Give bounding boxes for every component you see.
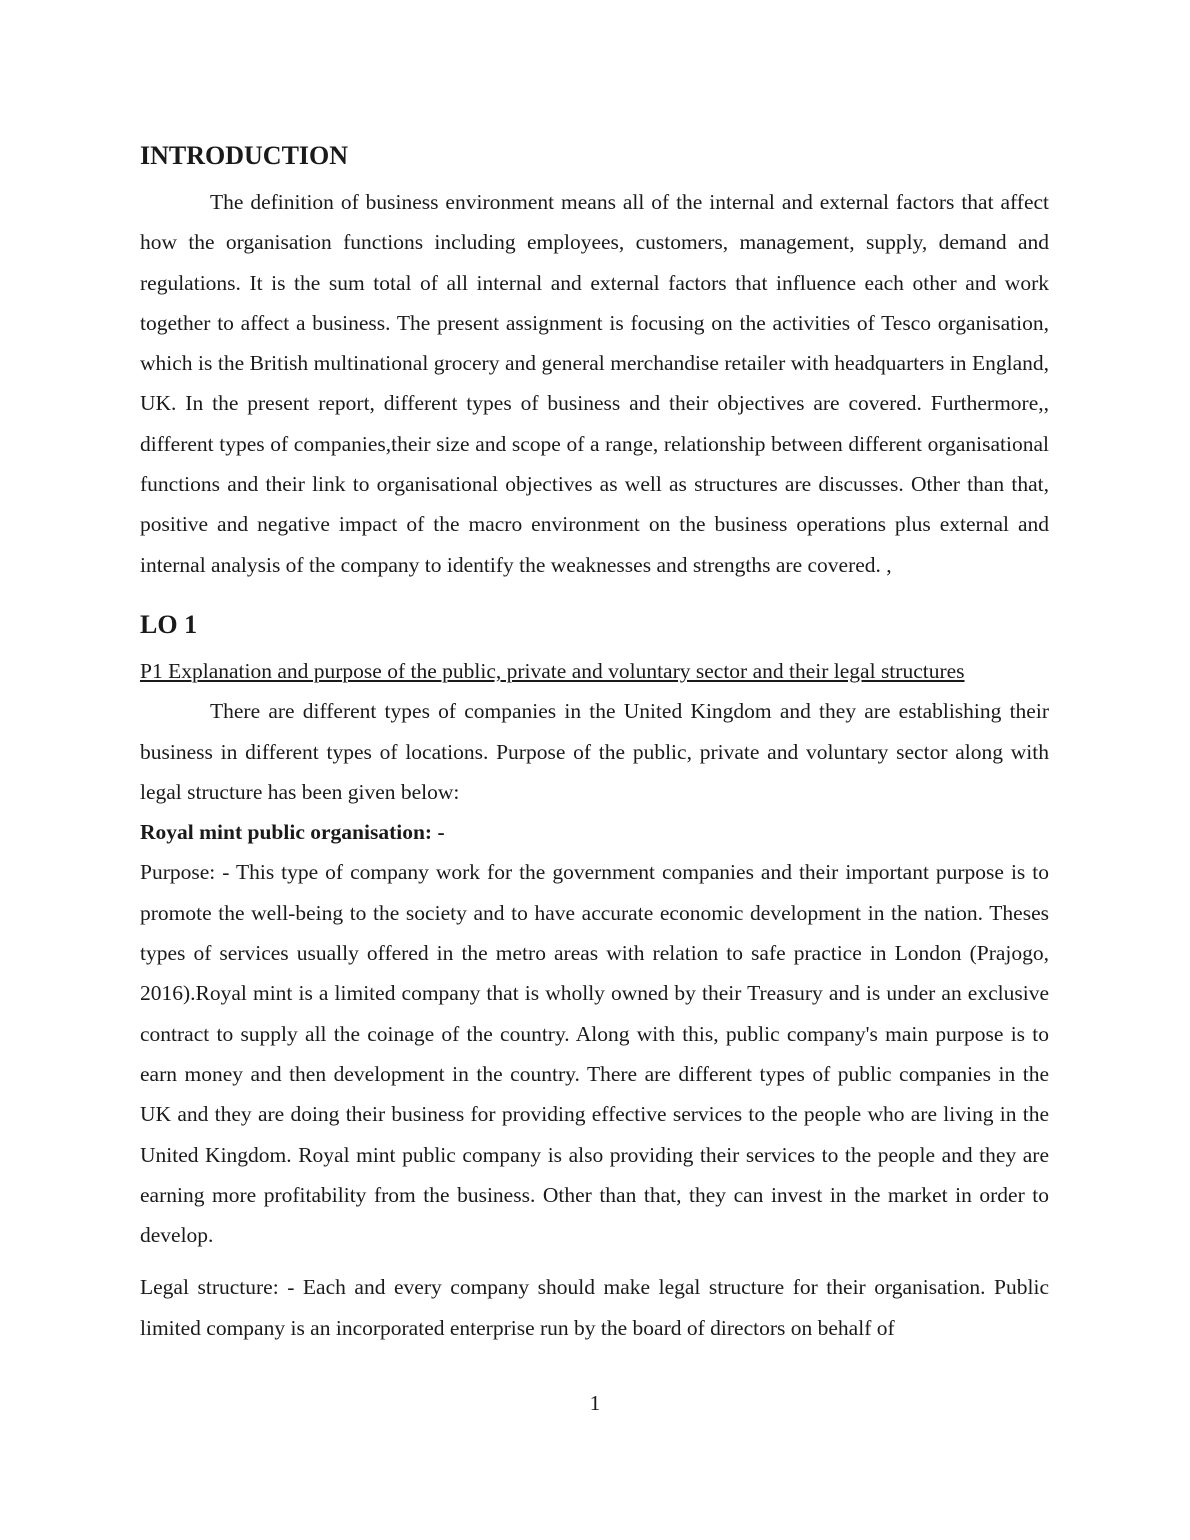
- document-page: [140, 138, 1049, 1348]
- legal-structure-paragraph: Legal structure: - Each and every company should make legal structure for their organisation. Public limited company is an incorporated enterprise run by the board of directors on behalf of: [140, 1275, 1049, 1340]
- page-number: 1: [589, 1391, 601, 1415]
- lo1-heading: LO 1: [140, 609, 198, 639]
- purpose-paragraph: Purpose: - This type of company work for the government companies and their important purpose is to promote the well-being to the society and to have accurate economic development in the nation. Theses types of services usually offered in the metro areas with relation to safe practice in London (Prajogo, 2016).Royal mint is a limited company that is wholly owned by their Treasury and is under an exclusive contract to supply all the coinage of the country. Along with this, public company's main purpose is to earn money and then development in the country. There are different types of public companies in the UK and they are doing their business for providing effective services to the people who are living in the United Kingdom. Royal mint public company is also providing their services to the people and they are earning more profitability from the business. Other than that, they can invest in the market in order to develop.: [140, 860, 1049, 1248]
- lo1-intro-paragraph: There are different types of companies in the United Kingdom and they are establishing their business in different types of locations. Purpose of the public, private and voluntary sector along with legal structure has been given below:: [140, 699, 1049, 804]
- p1-subheading: P1 Explanation and purpose of the public, private and voluntary sector and their legal structures: [140, 658, 965, 683]
- royal-mint-title: Royal mint public organisation: -: [140, 820, 445, 845]
- introduction-heading: INTRODUCTION: [140, 141, 349, 170]
- introduction-paragraph: The definition of business environment means all of the internal and external factors that affect how the organisation functions including employees, customers, management, supply, demand and regulations. It is the sum total of all internal and external factors that influence each other and work together to affect a business. The present assignment is focusing on the activities of Tesco organisation, which is the British multinational grocery and general merchandise retailer with headquarters in England, UK. In the present report, different types of business and their objectives are covered. Furthermore,, different types of companies,their size and scope of a range, relationship between different organisational functions and their link to organisational objectives as well as structures are discusses. Other than that, positive and negative impact of the macro environment on the business operations plus external and internal analysis of the company to identify the weaknesses and strengths are covered. ,: [140, 190, 1049, 577]
